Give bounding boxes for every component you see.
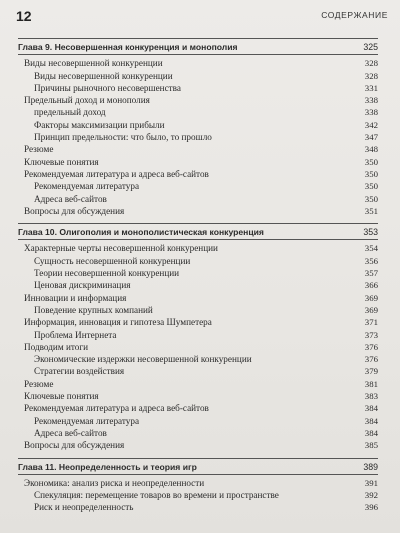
toc-chapter[interactable]	[18, 226, 378, 238]
toc-entry-title: Резюме	[24, 378, 54, 389]
chapter-rule	[18, 474, 378, 475]
toc-entry-title: предельный доход	[34, 107, 106, 118]
toc-entry-page: 369	[364, 292, 378, 303]
toc-entry-title: Рекомендуемая литература	[34, 181, 140, 192]
toc-entry[interactable]	[18, 279, 378, 291]
toc-entry[interactable]	[18, 57, 378, 69]
toc-entry-title: Рекомендуемая литература и адреса веб-сайтов	[24, 403, 209, 414]
toc-entry-title: Экономика: анализ риска и неопределенности	[24, 477, 205, 488]
toc-entry-title: Причины рыночного несовершенства	[34, 82, 181, 93]
toc-entry-page: 384	[364, 415, 378, 426]
toc-entry[interactable]	[18, 82, 378, 94]
toc-entry-title: Глава 10. Олигополия и монополистическая конкуренция	[18, 227, 264, 238]
toc-entry-page: 338	[364, 107, 378, 118]
toc-entry-title: Спекуляция: перемещение товаров во времени и пространстве	[34, 490, 279, 501]
toc-entry-title: Глава 11. Неопределенность и теория игр	[18, 461, 197, 472]
toc-entry-title: Рекомендуемая литература и адреса веб-сайтов	[24, 168, 209, 179]
toc-entry[interactable]	[18, 316, 378, 328]
toc-entry[interactable]	[18, 168, 378, 180]
toc-entry-title: Рекомендуемая литература	[34, 415, 140, 426]
toc-entry-title: Риск и неопределенность	[34, 502, 134, 513]
toc-entry-page: 392	[364, 490, 378, 501]
toc-entry-title: Проблема Интернета	[34, 329, 117, 340]
table-of-contents	[18, 36, 378, 514]
toc-entry-page: 350	[364, 181, 378, 192]
page-number: 12	[16, 8, 32, 24]
toc-entry[interactable]	[18, 180, 378, 192]
toc-entry-page: 357	[364, 268, 378, 279]
toc-entry[interactable]	[18, 353, 378, 365]
toc-entry-page: 331	[364, 82, 378, 93]
toc-entry-title: Поведение крупных компаний	[34, 304, 153, 315]
toc-entry-page: 338	[364, 95, 378, 106]
toc-entry[interactable]	[18, 205, 378, 217]
chapter-rule	[18, 38, 378, 39]
toc-chapter[interactable]	[18, 41, 378, 53]
toc-entry-page: 328	[364, 70, 378, 81]
toc-entry-page: 373	[364, 329, 378, 340]
toc-entry-title: Виды несовершенной конкуренции	[24, 58, 163, 69]
toc-entry[interactable]	[18, 70, 378, 82]
running-header: СОДЕРЖАНИЕ	[321, 10, 388, 20]
toc-entry[interactable]	[18, 292, 378, 304]
toc-entry-page: 356	[364, 255, 378, 266]
toc-entry[interactable]	[18, 156, 378, 168]
toc-entry-page: 385	[364, 440, 378, 451]
toc-entry-title: Ключевые понятия	[24, 156, 99, 167]
toc-entry-page: 383	[364, 391, 378, 402]
toc-entry[interactable]	[18, 119, 378, 131]
toc-entry[interactable]	[18, 390, 378, 402]
toc-entry-title: Ключевые понятия	[24, 391, 99, 402]
toc-entry-page: 347	[364, 132, 378, 143]
toc-entry-title: Экономические издержки несовершенной конкуренции	[34, 354, 252, 365]
toc-entry[interactable]	[18, 267, 378, 279]
toc-entry-title: Информация, инновация и гипотеза Шумпетера	[24, 317, 212, 328]
toc-entry[interactable]	[18, 402, 378, 414]
toc-entry-title: Адреса веб-сайтов	[34, 193, 107, 204]
chapter-rule	[18, 458, 378, 459]
toc-entry-page: 366	[364, 280, 378, 291]
toc-entry[interactable]	[18, 94, 378, 106]
toc-entry-title: Стратегии воздействия	[34, 366, 125, 377]
toc-entry-title: Теории несовершенной конкуренции	[34, 268, 180, 279]
toc-entry-page: 328	[364, 58, 378, 69]
chapter-rule	[18, 54, 378, 55]
toc-entry[interactable]	[18, 501, 378, 513]
toc-entry[interactable]	[18, 439, 378, 451]
toc-entry-title: Факторы максимизации прибыли	[34, 119, 165, 130]
toc-entry-page: 325	[363, 42, 378, 52]
toc-entry-page: 350	[364, 168, 378, 179]
toc-entry-page: 381	[364, 378, 378, 389]
toc-entry-page: 350	[364, 193, 378, 204]
toc-entry-page: 353	[363, 227, 378, 238]
toc-entry[interactable]	[18, 427, 378, 439]
toc-entry[interactable]	[18, 489, 378, 501]
toc-entry[interactable]	[18, 329, 378, 341]
toc-entry-title: Инновации и информация	[24, 292, 127, 303]
toc-entry[interactable]	[18, 365, 378, 377]
toc-entry[interactable]	[18, 131, 378, 143]
toc-entry-title: Предельный доход и монополия	[24, 95, 150, 106]
toc-entry-title: Адреса веб-сайтов	[34, 427, 107, 438]
toc-entry-page: 384	[364, 427, 378, 438]
toc-entry-title: Глава 9. Несовершенная конкуренция и монополия	[18, 42, 238, 52]
toc-entry-page: 350	[364, 156, 378, 167]
toc-entry[interactable]	[18, 378, 378, 390]
toc-entry[interactable]	[18, 341, 378, 353]
chapter-rule	[18, 223, 378, 224]
toc-chapter[interactable]	[18, 461, 378, 473]
toc-entry-page: 396	[364, 502, 378, 513]
toc-entry-page: 351	[364, 205, 378, 216]
toc-entry-title: Ценовая дискриминация	[34, 280, 131, 291]
toc-entry-page: 354	[364, 243, 378, 254]
toc-entry-page: 376	[364, 341, 378, 352]
toc-entry[interactable]	[18, 193, 378, 205]
toc-entry-title: Вопросы для обсуждения	[24, 440, 125, 451]
toc-entry-title: Принцип предельности: что было, то прошло	[34, 132, 212, 143]
toc-entry-page: 379	[364, 366, 378, 377]
toc-entry[interactable]	[18, 106, 378, 118]
toc-entry-page: 384	[364, 403, 378, 414]
toc-entry[interactable]	[18, 304, 378, 316]
chapter-rule	[18, 239, 378, 240]
toc-entry-title: Характерные черты несовершенной конкуренции	[24, 243, 218, 254]
toc-entry-page: 369	[364, 304, 378, 315]
toc-entry[interactable]	[18, 242, 378, 254]
toc-entry[interactable]	[18, 415, 378, 427]
toc-entry-page: 348	[364, 144, 378, 155]
toc-entry-title: Сущность несовершенной конкуренции	[34, 255, 191, 266]
toc-entry[interactable]	[18, 143, 378, 155]
toc-entry-page: 371	[364, 317, 378, 328]
toc-entry-page: 342	[364, 119, 378, 130]
toc-entry[interactable]	[18, 255, 378, 267]
toc-entry-title: Вопросы для обсуждения	[24, 205, 125, 216]
toc-entry[interactable]	[18, 477, 378, 489]
toc-entry-page: 376	[364, 354, 378, 365]
toc-entry-title: Резюме	[24, 144, 54, 155]
toc-entry-title: Виды несовершенной конкуренции	[34, 70, 173, 81]
toc-entry-page: 391	[364, 477, 378, 488]
toc-entry-page: 389	[363, 461, 378, 472]
toc-entry-title: Подводим итоги	[24, 341, 89, 352]
